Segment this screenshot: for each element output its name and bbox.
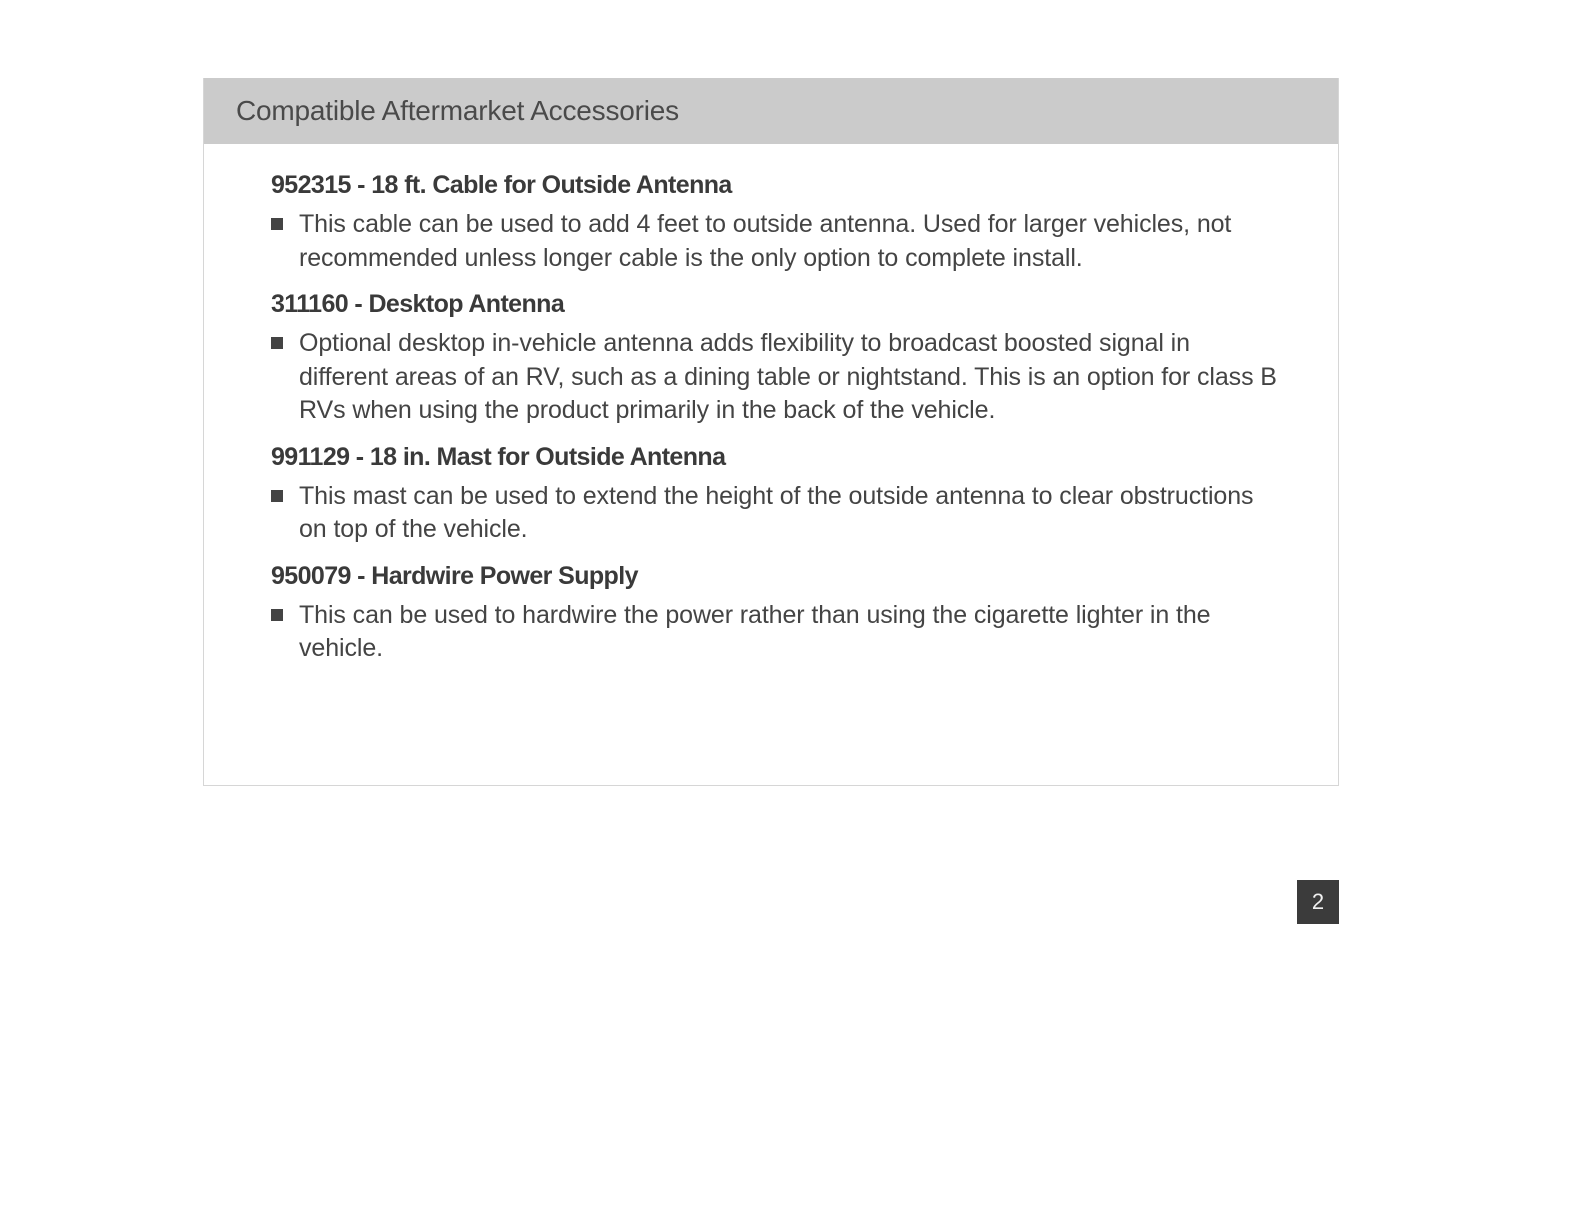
accessory-description: This cable can be used to add 4 feet to outside antenna. Used for larger vehicles, not recommended unless longer cable is the only option to complete install. <box>299 210 1232 272</box>
bullet-row <box>271 327 1278 428</box>
bullet-row <box>271 599 1278 666</box>
accessory-title: 991129 - 18 in. Mast for Outside Antenna <box>271 442 726 471</box>
accessory-title: 952315 - 18 ft. Cable for Outside Antenna <box>271 171 732 199</box>
accessory-description: Optional desktop in-vehicle antenna adds flexibility to broadcast boosted signal in different areas of an RV, such as a dining table or nightstand. This is an option for class B RVs when using the product primarily in the back of the vehicle. <box>299 329 1277 424</box>
accessory-item <box>271 561 1278 666</box>
accessory-description: This mast can be used to extend the height of the outside antenna to clear obstructions on top of the vehicle. <box>299 481 1254 543</box>
accessories-list <box>204 144 1338 666</box>
accessory-description: This can be used to hardwire the power rather than using the cigarette lighter in the vehicle. <box>299 600 1211 662</box>
section-header <box>204 78 1338 144</box>
bullet-row <box>271 480 1278 547</box>
accessory-item <box>271 442 1278 547</box>
bullet-square-icon <box>271 218 283 230</box>
accessory-item <box>271 170 1278 275</box>
accessory-title: 950079 - Hardwire Power Supply <box>271 561 638 590</box>
section-title: Compatible Aftermarket Accessories <box>236 95 679 126</box>
accessory-item <box>271 289 1278 428</box>
accessory-title: 311160 - Desktop Antenna <box>271 290 565 318</box>
page-number-badge: 2 <box>1297 880 1339 924</box>
accessories-section <box>203 78 1339 786</box>
bullet-square-icon <box>271 490 283 502</box>
bullet-row <box>271 208 1278 275</box>
bullet-square-icon <box>271 609 283 621</box>
bullet-square-icon <box>271 337 283 349</box>
